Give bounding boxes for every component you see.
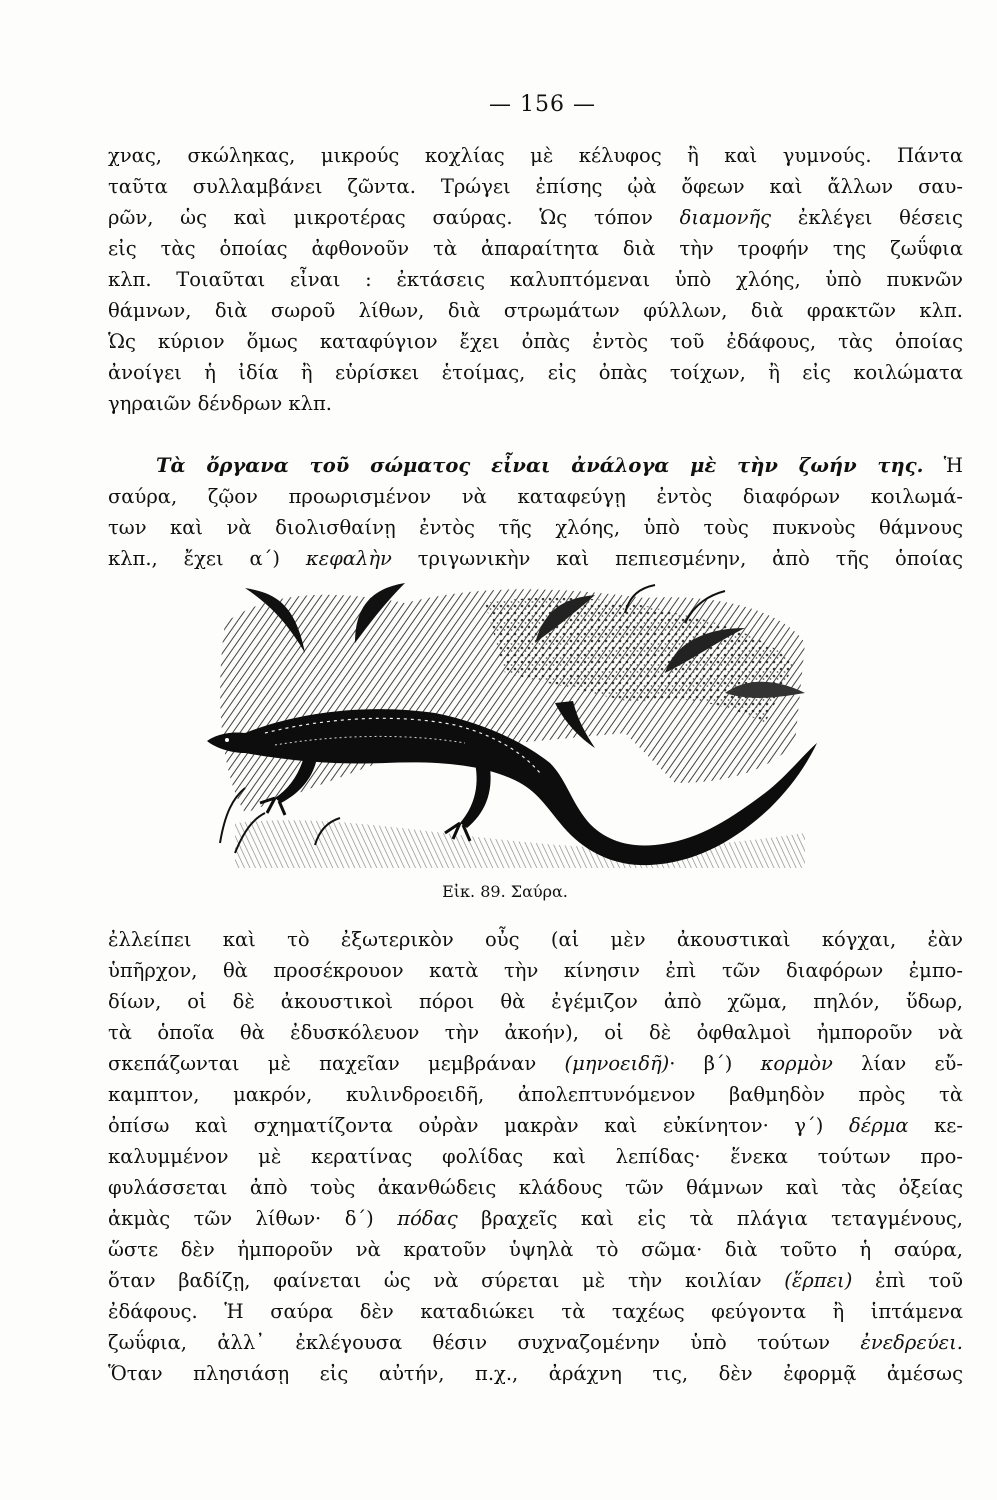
text-span: ἐκλέγει θέσεις	[771, 206, 963, 229]
text-line	[108, 202, 963, 233]
lizard-engraving-icon	[205, 583, 825, 868]
lizard-illustration	[205, 583, 825, 868]
text-line: θάμνων, διὰ σωροῦ λίθων, διὰ στρωμάτων φύλλων, διὰ φρακτῶν κλπ.	[108, 299, 963, 322]
text-line: χνας, σκώληκας, μικρούς κοχλίας μὲ κέλυφος ἢ καὶ γυμνούς. Πάντα	[108, 144, 963, 167]
text-span: κε-	[908, 1114, 964, 1137]
italic-term: διαμονῆς	[679, 206, 772, 229]
italic-term: δέρμα	[849, 1114, 909, 1137]
italic-term: (μηνοειδῆ)	[564, 1052, 670, 1075]
text-span: κλπ., ἔχει α΄)	[108, 547, 306, 570]
text-span: τριγωνικὴν καὶ πεπιεσμένην, ἀπὸ τῆς ὁποίας	[391, 547, 963, 570]
text-line	[108, 1110, 963, 1141]
text-line: καμπτον, μακρόν, κυλινδροειδῆ, ἀπολεπτυνόμενον βαθμηδὸν πρὸς τὰ	[108, 1083, 963, 1106]
text-line: γηραιῶν δένδρων κλπ.	[108, 392, 332, 415]
text-line	[108, 1265, 963, 1296]
text-line: φυλάσσεται ἀπὸ τοὺς ἀκανθώδεις κλάδους τῶν θάμνων καὶ τὰς ὀξείας	[108, 1176, 963, 1199]
text-line: τὰ ὁποῖα θὰ ἐδυσκόλευον τὴν ἀκοήν), οἱ δὲ ὀφθαλμοὶ ἠμποροῦν νὰ	[108, 1021, 963, 1044]
text-line: σαύρα, ζῷον προωρισμένον νὰ καταφεύγῃ ἐντὸς διαφόρων κοιλωμά-	[108, 485, 963, 508]
italic-term: (ἕρπει)	[784, 1269, 853, 1292]
text-span: ἀκμὰς τῶν λίθων· δ΄)	[108, 1207, 398, 1230]
text-line	[108, 543, 963, 574]
text-line: ἐδάφους. Ἡ σαύρα δὲν καταδιώκει τὰ ταχέως φεύγοντα ἢ ἱπτάμενα	[108, 1300, 963, 1323]
page-number: — 156 —	[489, 92, 596, 117]
text-line: ὥστε δὲν ἠμποροῦν νὰ κρατοῦν ὑψηλὰ τὸ σῶμα· διὰ τοῦτο ἡ σαύρα,	[108, 1238, 963, 1261]
text-span: βραχεῖς καὶ εἰς τὰ πλάγια τεταγμένους,	[457, 1207, 963, 1230]
italic-term: κεφαλὴν	[305, 547, 392, 570]
text-span: λίαν εὔ-	[832, 1052, 963, 1075]
text-line: ἀνοίγει ἡ ἰδία ἢ εὑρίσκει ἑτοίμας, εἰς ὀπὰς τοίχων, ἢ εἰς κοιλώματα	[108, 361, 963, 384]
text-line: των καὶ νὰ διολισθαίνῃ ἐντὸς τῆς χλόης, ὑπὸ τοὺς πυκνοὺς θάμνους	[108, 516, 963, 539]
text-span: ζωΰφια, ἀλλ᾽ ἐκλέγουσα θέσιν συχναζομένην ὑπὸ τούτων	[108, 1331, 861, 1354]
text-span: σκεπάζωνται μὲ παχεῖαν μεμβράναν	[108, 1052, 565, 1075]
text-line: καλυμμένον μὲ κερατίνας φολίδας καὶ λεπίδας· ἕνεκα τούτων προ-	[108, 1145, 963, 1168]
text-span: ρῶν, ὡς καὶ μικροτέρας σαύρας. Ὡς τόπον	[108, 206, 680, 229]
text-span: ὅταν βαδίζῃ, φαίνεται ὡς νὰ σύρεται μὲ τὴν κοιλίαν	[108, 1269, 785, 1292]
text-span: · β΄)	[669, 1052, 761, 1075]
text-line	[108, 1327, 963, 1358]
text-line: Ὡς κύριον ὅμως καταφύγιον ἔχει ὀπὰς ἐντὸς τοῦ ἐδάφους, τὰς ὁποίας	[108, 330, 963, 353]
figure-caption: Εἰκ. 89. Σαύρα.	[442, 882, 568, 901]
text-line: εἰς τὰς ὁποίας ἀφθονοῦν τὰ ἀπαραίτητα διὰ τὴν τροφήν της ζωΰφια	[108, 237, 963, 260]
heading-paragraph	[108, 450, 963, 574]
text-line	[108, 1203, 963, 1234]
text-line: ἐλλείπει καὶ τὸ ἐξωτερικὸν οὖς (αἱ μὲν ἀκουστικαὶ κόγχαι, ἐὰν	[108, 928, 963, 951]
text-line: ταῦτα συλλαμβάνει ζῶντα. Τρώγει ἐπίσης ᾠὰ ὄφεων καὶ ἄλλων σαυ-	[108, 175, 963, 198]
text-span: ἐπὶ τοῦ	[852, 1269, 963, 1292]
bottom-paragraph	[108, 924, 963, 1389]
section-heading: Τὰ ὄργανα τοῦ σώματος εἶναι ἀνάλογα μὲ τὴν ζωήν της.	[156, 454, 924, 477]
text-line: κλπ. Τοιαῦται εἶναι : ἐκτάσεις καλυπτόμεναι ὑπὸ χλόης, ὑπὸ πυκνῶν	[108, 268, 963, 291]
italic-term: πόδας	[397, 1207, 458, 1230]
text-line: ὑπῆρχον, θὰ προσέκρουον κατὰ τὴν κίνησιν ἐπὶ τῶν διαφόρων ἐμπο-	[108, 959, 963, 982]
italic-term: ἐνεδρεύει.	[860, 1331, 963, 1354]
text-line: δίων, οἱ δὲ ἀκουστικοὶ πόροι θὰ ἐγέμιζον ἀπὸ χῶμα, πηλόν, ὕδωρ,	[108, 990, 963, 1013]
top-paragraph	[108, 140, 963, 419]
text-span: ὀπίσω καὶ σχηματίζοντα οὐρὰν μακρὰν καὶ εὐκίνητον· γ΄)	[108, 1114, 849, 1137]
italic-term: κορμὸν	[760, 1052, 833, 1075]
text-line: Ὅταν πλησιάσῃ εἰς αὐτήν, π.χ., ἀράχνη τις, δὲν ἐφορμᾷ ἀμέσως	[108, 1362, 963, 1385]
text-span: Ἡ	[923, 454, 963, 477]
text-line	[108, 1048, 963, 1079]
text-line	[108, 450, 963, 481]
